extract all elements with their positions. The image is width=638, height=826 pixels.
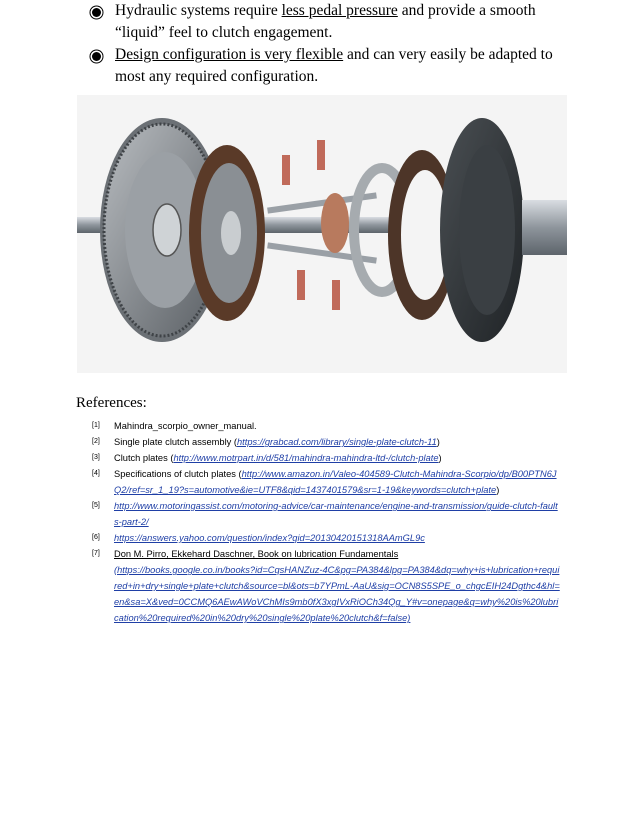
reference-text: Specifications of clutch plates ( xyxy=(114,469,242,479)
reference-number: [5] xyxy=(92,502,100,509)
reference-number: [7] xyxy=(92,550,100,557)
reference-item xyxy=(92,498,562,530)
reference-number: [4] xyxy=(92,470,100,477)
reference-text: ) xyxy=(438,453,442,463)
reference-link[interactable]: https://answers.yahoo.com/question/index?qid=20130420151318AAmGL9c xyxy=(114,533,425,543)
reference-number: [6] xyxy=(92,534,100,541)
reference-link[interactable]: http://www.motrpart.in/d/581/mahindra-mahindra-ltd-/clutch-plate xyxy=(173,453,439,463)
reference-text: Mahindra_scorpio_owner_manual. xyxy=(114,421,257,431)
reference-item xyxy=(92,450,562,466)
clutch-assembly-figure xyxy=(77,95,567,373)
reference-item xyxy=(92,546,562,626)
reference-number: [2] xyxy=(92,438,100,445)
reference-link[interactable]: https://grabcad.com/library/single-plate-clutch-11 xyxy=(236,437,437,447)
reference-text: ) xyxy=(436,437,440,447)
bullet-list xyxy=(84,0,574,88)
reference-link[interactable]: (https://books.google.co.in/books?id=CqsHANZuz-4C&pg=PA384&lpg=PA384&dq=why+is+lubrication+required+in+dry+single+plate+clutch&source=bl&ots=b7YPmL-AaU&sig=OCN8S5SPE_o_chgcEIH24Dgthc4&hl=en&sa=X&ved=0CCMQ6AEwAWoVChMIs9mb0fX3xgIVxRiOCh34Qg_Y#v=onepage&q=why%20is%20lubrication%20required%20in%20dry%20single%20plate%20clutch&f=false) xyxy=(114,565,560,623)
references-title: References: xyxy=(76,395,147,411)
reference-item xyxy=(92,466,562,498)
reference-link[interactable]: http://www.motoringassist.com/motoring-advice/car-maintenance/engine-and-transmission/guide-clutch-faults-part-2/ xyxy=(114,501,558,527)
reference-text: Single plate clutch assembly ( xyxy=(114,437,237,447)
bullet-underlined: Design configuration is very flexible xyxy=(115,46,344,63)
bullet-icon xyxy=(92,52,101,61)
reference-link[interactable]: http://www.amazon.in/Valeo-404589-Clutch-Mahindra-Scorpio/dp/B00PTN6JQ2/ref=sr_1_19?s=automotive&ie=UTF8&qid=1437401579&sr=1-19&keywords=clutch+plate xyxy=(114,469,557,495)
reference-number: [3] xyxy=(92,454,100,461)
bullet-text: Hydraulic systems require xyxy=(115,2,282,19)
bullet-text: and can very easily be adapted to most any required configuration. xyxy=(115,46,553,85)
bullet-item xyxy=(84,44,574,88)
references-list xyxy=(92,418,562,626)
bullet-item xyxy=(84,0,574,44)
bullet-underlined: less pedal pressure xyxy=(281,2,398,19)
reference-text: Don M. Pirro, Ekkehard Daschner, Book on lubrication Fundamentals xyxy=(114,549,399,559)
reference-item xyxy=(92,434,562,450)
reference-item xyxy=(92,530,562,546)
reference-text: ) xyxy=(496,485,500,495)
bullet-text: and provide a smooth “liquid” feel to clutch engagement. xyxy=(115,2,536,41)
reference-item xyxy=(92,418,562,434)
reference-number: [1] xyxy=(92,422,100,429)
bullet-icon xyxy=(92,8,101,17)
reference-text: Clutch plates ( xyxy=(114,453,174,463)
clutch-exploded-view-illustration xyxy=(77,95,567,373)
